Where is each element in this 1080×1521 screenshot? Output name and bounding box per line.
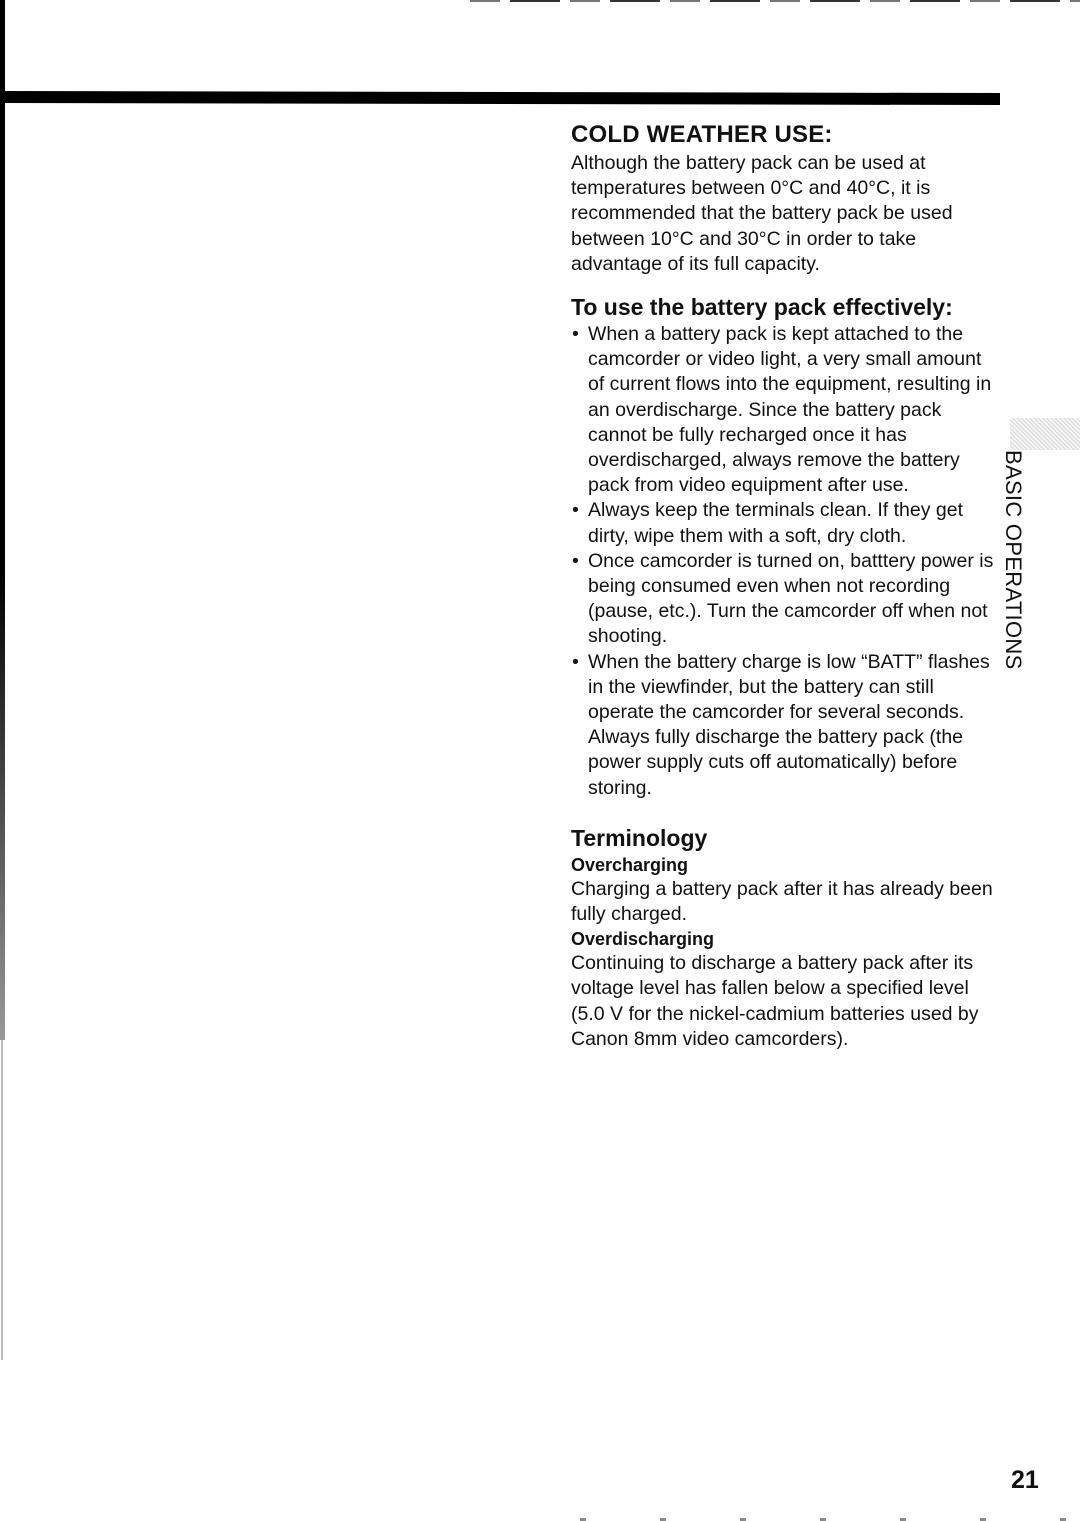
list-item	[571, 549, 1001, 650]
section-side-tab	[996, 450, 1032, 680]
bullet-icon: •	[572, 323, 579, 346]
main-column	[571, 120, 1001, 1052]
list-item	[571, 322, 1001, 498]
list-item	[571, 498, 1001, 548]
definition-overcharging: Charging a battery pack after it has already been fully charged.	[571, 877, 993, 926]
scan-top-edge	[470, 0, 1080, 2]
bullet-icon: •	[572, 650, 579, 673]
list-item-text: Once camcorder is turned on, batttery power is being consumed even when not recording (pause, etc.). Turn the camcorder off when not shooting.	[588, 549, 994, 648]
header-rule	[4, 91, 1000, 105]
list-item-text: Always keep the terminals clean. If they get dirty, wipe them with a soft, dry cloth.	[588, 499, 964, 547]
effective-use-section	[571, 292, 1001, 801]
terminology-section	[571, 823, 1001, 1052]
scan-left-edge-faint	[1, 1040, 3, 1360]
terminology-heading: Terminology	[571, 824, 708, 851]
effective-use-list	[571, 322, 1001, 801]
list-item-text: When the battery charge is low “BATT” flashes in the viewfinder, but the battery can still operate the camcorder for several seconds. Always fully discharge the battery pack (the power supply cuts off automatically) before storing.	[588, 650, 990, 799]
cold-weather-section	[571, 120, 1001, 277]
effective-use-heading: To use the battery pack effectively:	[571, 294, 953, 321]
page-number: 21	[1011, 1466, 1039, 1494]
term-overdischarging: Overdischarging	[571, 929, 715, 950]
bullet-icon: •	[572, 499, 579, 522]
cold-weather-heading: COLD WEATHER USE:	[571, 121, 833, 148]
side-tab-label: BASIC OPERATIONS	[1001, 450, 1026, 670]
side-tab-shade	[1010, 418, 1080, 450]
list-item-text: When a battery pack is kept attached to the camcorder or video light, a very small amount of current flows into the equipment, resulting in an overdischarge. Since the battery pack cannot be fully recharged once it has overdischarged, always remove the battery pack from video equipment after use.	[588, 323, 992, 497]
bullet-icon: •	[572, 549, 579, 572]
cold-weather-body: Although the battery pack can be used at temperatures between 0°C and 40°C, it is recommended that the battery pack be used between 10°C and 30°C in order to take advantage of its full capacity.	[571, 152, 953, 275]
scan-left-edge	[0, 0, 5, 1040]
list-item	[571, 650, 1001, 801]
term-overcharging: Overcharging	[571, 854, 689, 875]
definition-overdischarging: Continuing to discharge a battery pack after its voltage level has fallen below a specified level (5.0 V for the nickel-cadmium batteries used by Canon 8mm video camcorders).	[571, 952, 979, 1050]
